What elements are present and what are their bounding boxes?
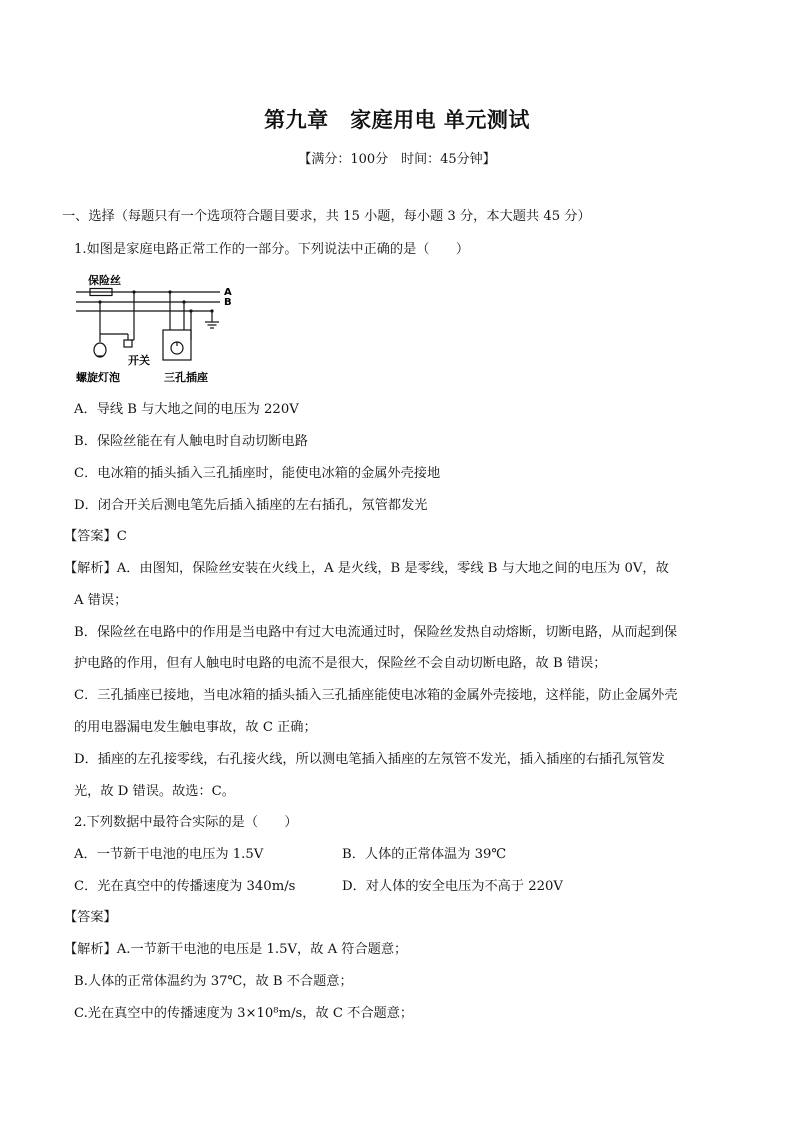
question-1-stem: 1.如图是家庭电路正常工作的一部分。下列说法中正确的是（ ） (74, 242, 470, 257)
fuse-label: 保险丝 (88, 274, 121, 287)
q1-option-d: D．闭合开关后测电笔先后插入插座的左右插孔，氖管都发光 (74, 498, 428, 513)
q1-analysis-line-5: C．三孔插座已接地，当电冰箱的插头插入三孔插座能使电冰箱的金属外壳接地，这样能，防止金属外壳 (74, 688, 678, 703)
q2-option-c: C．光在真空中的传播速度为 340m/s (74, 879, 296, 894)
q2-option-b: B．人体的正常体温为 39℃ (342, 847, 507, 862)
switch-icon (124, 340, 132, 347)
q1-analysis-line-1: 【解析】A．由图知，保险丝安装在火线上，A 是火线，B 是零线，零线 B 与大地之间的电压为 0V，故 (64, 561, 669, 576)
analysis-tag: 【解析】 (64, 561, 117, 576)
q2-option-d: D．对人体的安全电压为不高于 220V (342, 879, 563, 894)
analysis-tag: 【解析】 (64, 942, 117, 957)
q1-analysis-line-3: B．保险丝在电路中的作用是当电路中有过大电流通过时，保险丝发热自动熔断，切断电路，从而起到保 (74, 625, 678, 640)
circuit-diagram (72, 270, 242, 388)
section-heading: 一、选择（每题只有一个选项符合题目要求，共 15 小题，每小题 3 分，本大题共 45 分） (62, 209, 591, 224)
q1-analysis-line-7: D．插座的左孔接零线，右孔接火线，所以测电笔插入插座的左氖管不发光，插入插座的右插孔氖管发 (74, 752, 665, 767)
q2-analysis-line-3: C.光在真空中的传播速度为 3×10⁸m/s，故 C 不合题意； (74, 1006, 414, 1021)
q1-answer: 【答案】C (64, 529, 127, 544)
label-a: A (224, 287, 232, 298)
q1-analysis-line-6: 的用电器漏电发生触电事故，故 C 正确； (74, 720, 317, 735)
label-b: B (224, 297, 232, 308)
q2-answer: 【答案】 (64, 910, 117, 925)
q2-analysis-line-2: B.人体的正常体温约为 37℃，故 B 不合题意； (74, 974, 353, 989)
bulb-icon (94, 343, 106, 357)
socket-label: 三孔插座 (164, 371, 208, 384)
q1-analysis-line-8: 光，故 D 错误。故选：C。 (74, 784, 235, 799)
page-subtitle: 【满分：100分 时间：45分钟】 (298, 152, 496, 167)
q1-option-b: B．保险丝能在有人触电时自动切断电路 (74, 434, 308, 449)
q1-analysis-line-2: A 错误； (74, 593, 128, 608)
q1-option-c: C．电冰箱的插头插入三孔插座时，能使电冰箱的金属外壳接地 (74, 466, 441, 481)
q2-analysis-line-1: 【解析】A.一节新干电池的电压是 1.5V，故 A 符合题意； (64, 942, 408, 957)
bulb-label: 螺旋灯泡 (76, 371, 120, 384)
q1-analysis-line-4: 护电路的作用，但有人触电时电路的电流不是很大，保险丝不会自动切断电路，故 B 错误； (74, 656, 607, 671)
switch-label: 开关 (128, 354, 150, 367)
question-2-stem: 2.下列数据中最符合实际的是（ ） (74, 815, 298, 830)
page-title: 第九章 家庭用电 单元测试 (264, 108, 530, 132)
q2-option-a: A．一节新干电池的电压为 1.5V (74, 847, 264, 862)
q1-option-a: A．导线 B 与大地之间的电压为 220V (74, 402, 299, 417)
